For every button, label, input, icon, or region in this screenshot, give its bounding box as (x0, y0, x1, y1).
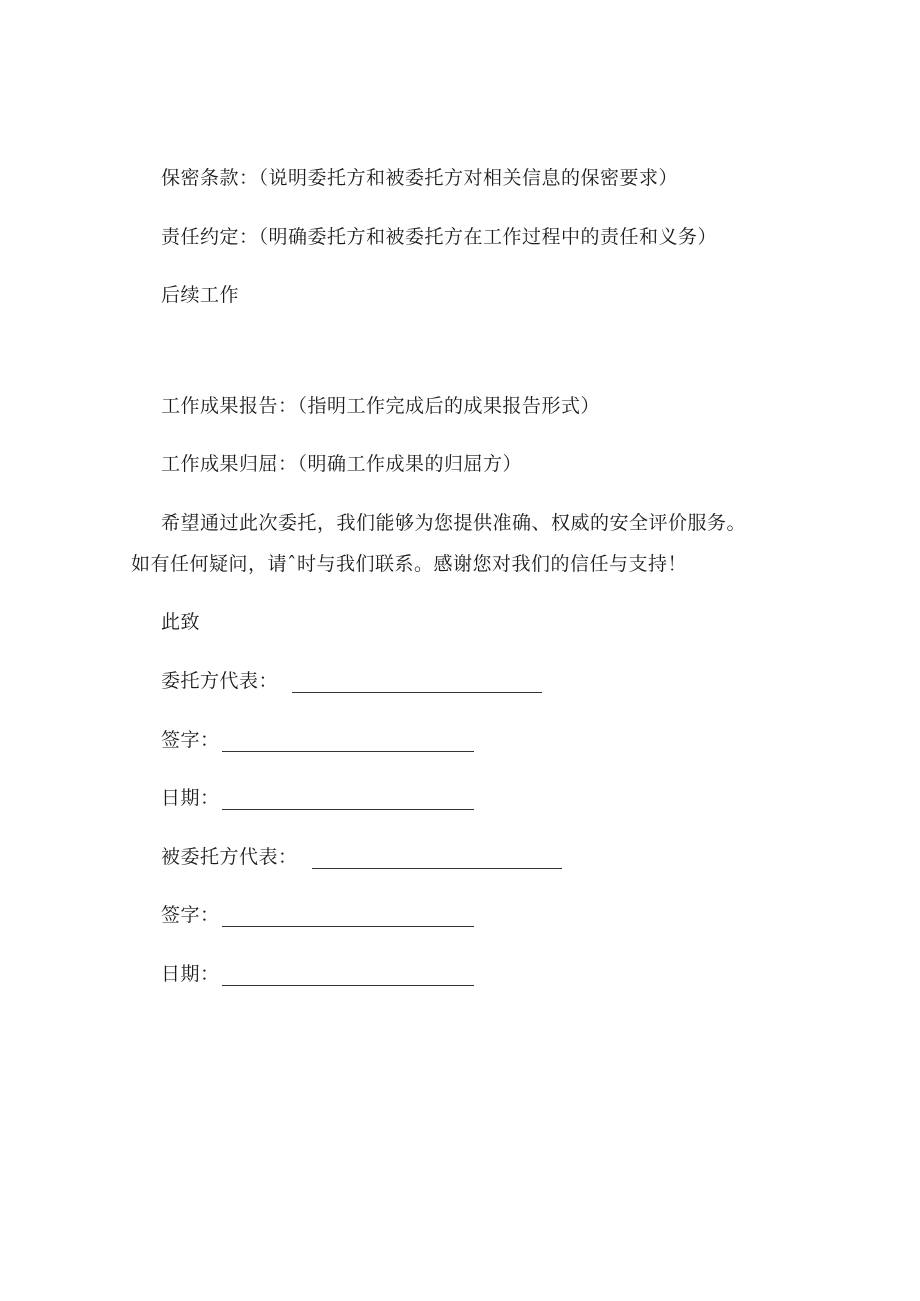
ownership-clause: 工作成果归屈：（明确工作成果的归屈方） (161, 453, 523, 475)
client-rep-label: 委托方代表： (161, 670, 279, 692)
contractor-date-row (161, 962, 474, 986)
responsibility-clause: 责任约定：（明确委托方和被委托方在工作过程中的责任和义务） (161, 226, 718, 248)
closing-line-1: 希望通过此次委托，我们能够为您提供准确、权威的安全评价服务。 (161, 512, 747, 534)
client-sign-row (161, 728, 474, 752)
contractor-date-blank[interactable] (222, 967, 474, 986)
contractor-sign-row (161, 903, 474, 927)
closing-line-2: 如有任何疑问，请ˆ时与我们联系。感谢您对我们的信任与支持！ (131, 553, 688, 575)
contractor-rep-blank[interactable] (312, 850, 562, 869)
client-sign-label: 签字： (161, 729, 220, 751)
closing-paragraph (131, 511, 771, 576)
client-date-row (161, 786, 474, 810)
client-rep-blank[interactable] (292, 674, 542, 693)
client-date-blank[interactable] (222, 791, 474, 810)
contractor-sign-label: 签字： (161, 904, 220, 926)
section-heading: 后续工作 (161, 284, 240, 306)
contractor-rep-row (161, 845, 562, 869)
contractor-sign-blank[interactable] (222, 908, 474, 927)
client-sign-blank[interactable] (222, 733, 474, 752)
confidentiality-clause: 保密条款：（说明委托方和被委托方对相关信息的保密要求） (161, 167, 679, 189)
client-rep-row (161, 669, 542, 693)
contractor-date-label: 日期： (161, 963, 220, 985)
contractor-rep-label: 被委托方代表： (161, 846, 298, 868)
report-clause: 工作成果报告：（指明工作完成后的成果报告形式） (161, 395, 601, 417)
client-date-label: 日期： (161, 787, 220, 809)
salutation: 此致 (161, 611, 201, 633)
